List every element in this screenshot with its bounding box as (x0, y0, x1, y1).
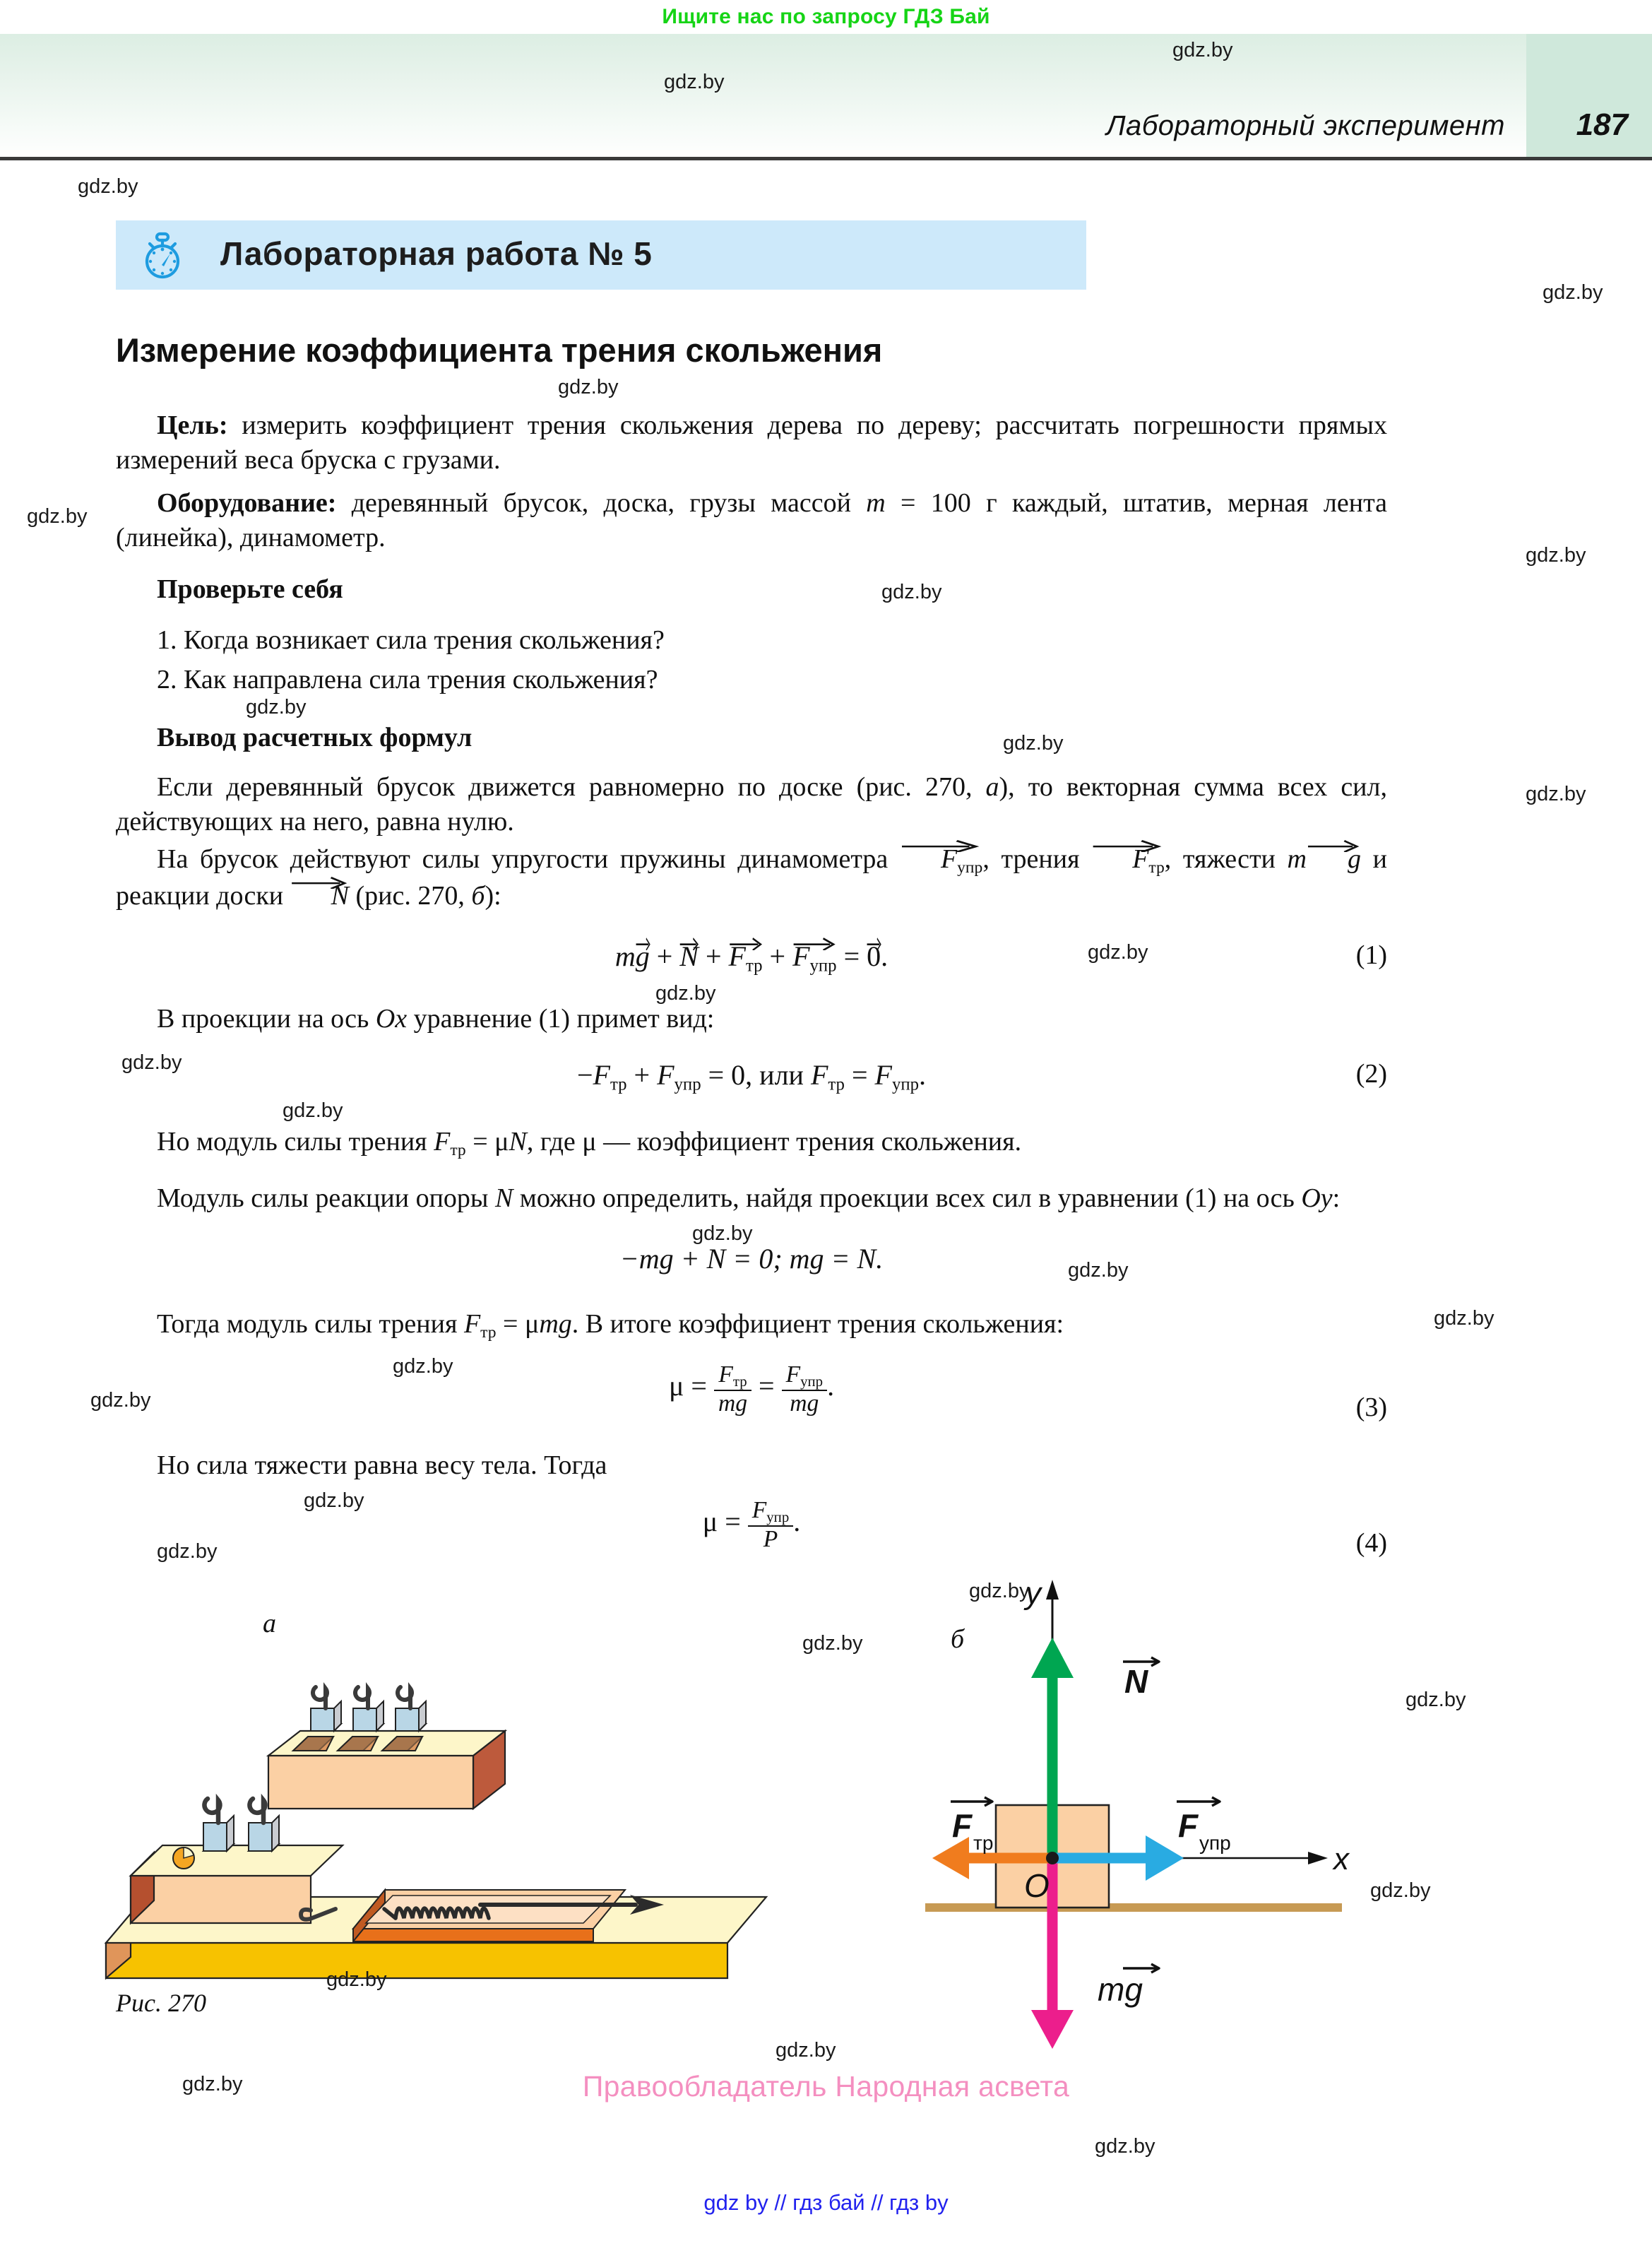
origin-label: O (1024, 1867, 1050, 1904)
equipment-mass-symbol: m (866, 488, 886, 518)
watermark: gdz.by (182, 2073, 243, 2095)
f4-eq1: = (691, 1370, 707, 1402)
y-axis-label: y (1026, 1576, 1041, 1611)
f1-F1-sub: тр (745, 956, 763, 976)
derivation-title: Вывод расчетных формул (157, 723, 473, 752)
f4-dot: . (827, 1370, 835, 1402)
f2-F1: F (593, 1059, 610, 1091)
f1-plus-3: + (769, 940, 786, 972)
f1-F1: F (728, 940, 746, 972)
watermark: gdz.by (1526, 783, 1586, 805)
formula-1 (116, 940, 1387, 976)
check-yourself-label: Проверьте себя (157, 574, 343, 604)
p5-N: N (494, 1183, 513, 1213)
formula-1-body: m g + N + $F_{тр}$ + $F_{упр}$ = 0. (615, 940, 888, 972)
equipment-label: Оборудование: (157, 488, 337, 518)
paragraph-1 (116, 770, 1387, 840)
watermark: gdz.by (664, 71, 725, 93)
watermark: gdz.by (776, 2039, 836, 2062)
p5-axis: Oy (1301, 1183, 1333, 1213)
watermark: gdz.by (1095, 2135, 1155, 2158)
p2-italic: б (471, 880, 485, 911)
p2-f: ): (485, 880, 501, 911)
paragraph-6: Тогда модуль силы трения $F_{тр} = \mu mg$. В итоге коэффициент трения скольжения: (157, 1309, 1064, 1342)
f4-den1: mg (718, 1390, 747, 1417)
figure-caption: Рис. 270 (116, 1989, 206, 2017)
watermark: gdz.by (1543, 281, 1603, 304)
f2-eq0: = 0, или (701, 1059, 811, 1091)
p2-c: , тяжести (1164, 844, 1288, 874)
equipment-eq: = 100 (885, 488, 987, 518)
p4-N: N (509, 1127, 527, 1157)
f4-den2: mg (790, 1390, 819, 1417)
f2-F1-sub: тр (610, 1075, 627, 1094)
goal-text: измерить коэффициент трения скольжения дерева по дереву; рассчитать погрешности прямых измерений веса бруска с грузами. (116, 410, 1387, 475)
f1-equals: = (843, 940, 860, 972)
vector-N: N (290, 879, 349, 913)
page-title: Измерение коэффициента трения скольжения (116, 331, 883, 369)
f2-minus: − (576, 1059, 593, 1091)
running-head (0, 34, 1652, 158)
watermark: gdz.by (304, 1489, 364, 1512)
p2-d: и реакции доски (116, 844, 1387, 911)
paragraph-4: Но модуль силы трения $F_{тр} = \mu N$, где μ — коэффициент трения скольжения. (157, 1127, 1022, 1160)
running-head-title: Лабораторный эксперимент (1106, 110, 1505, 141)
p3-a: В проекции на ось (157, 1004, 376, 1034)
svg-text:N: N (1124, 1663, 1148, 1700)
watermark: gdz.by (692, 1222, 753, 1245)
p4-a: Но модуль силы трения (157, 1127, 434, 1157)
f2-F3-sub: тр (828, 1075, 845, 1094)
watermark: gdz.by (802, 1632, 863, 1655)
watermark: gdz.by (1370, 1879, 1431, 1902)
p2-e: (рис. 270, (348, 880, 472, 911)
f4-fraction-1 (714, 1362, 751, 1416)
p6-c: . В итоге коэффициент трения скольжения: (571, 1309, 1064, 1339)
label-Fupr (1177, 1797, 1231, 1854)
vector-F-upr: $F_{упр}$ (900, 842, 982, 879)
formula-3-body: −mg + N = 0; mg = N. (619, 1243, 884, 1275)
f1-plus-2: + (705, 940, 722, 972)
svg-text:F: F (1178, 1807, 1199, 1844)
equipment-text-2: г каждый, штатив, мерная лента (линейка), динамометр. (116, 488, 1388, 553)
label-N (1123, 1657, 1159, 1700)
paragraph-2: На брусок действуют силы упругости пружины динамометра $F_{упр}$, трения $F_{тр}$, тяжести m g и реакции доски N (рис. 270, б): (116, 842, 1387, 913)
formula-2 (116, 1058, 1387, 1094)
watermark: gdz.by (27, 505, 88, 528)
f5-dot: . (793, 1506, 801, 1538)
watermark: gdz.by (558, 376, 619, 398)
p3-axis: Ox (375, 1004, 408, 1034)
f5-eq: = (725, 1506, 741, 1538)
p5-b: можно определить, найдя проекции всех сил в уравнении (1) на ось (513, 1183, 1302, 1213)
vector-F-tr: $F_{тр}$ (1091, 842, 1165, 879)
watermark: gdz.by (1406, 1689, 1466, 1711)
p1-b: ), то векторная сумма всех сил, действующих на него, равна нулю. (116, 772, 1387, 837)
header-divider (0, 157, 1652, 160)
watermark: gdz.by (1172, 39, 1233, 61)
vector-arrow-icon (1091, 839, 1166, 852)
watermark: gdz.by (90, 1389, 151, 1412)
lab-work-banner (116, 220, 1086, 290)
lab-work-title: Лабораторная работа № 5 (220, 235, 653, 272)
promo-banner: Ищите нас по запросу ГДЗ Бай (662, 5, 990, 28)
f1-plus-1: + (656, 940, 673, 972)
watermark: gdz.by (969, 1580, 1030, 1602)
paragraph-7: Но сила тяжести равна весу тела. Тогда (157, 1450, 607, 1480)
check-yourself-heading (116, 572, 1387, 607)
figure-270-b (918, 1554, 1427, 2077)
formula-2-body (576, 1059, 927, 1094)
paragraph-3 (116, 1002, 1387, 1036)
upper-block-with-weights (268, 1687, 505, 1809)
formula-4 (116, 1361, 1387, 1422)
f4-num2-sub: упр (800, 1373, 824, 1390)
formula-4-number: (3) (1355, 1393, 1387, 1422)
f1-F2: F (792, 940, 810, 972)
formula-5-number: (4) (1355, 1528, 1387, 1558)
p2-b: , трения (982, 844, 1092, 874)
watermark: gdz.by (157, 1540, 218, 1563)
p4-c: , где μ — коэффициент трения скольжения. (526, 1127, 1022, 1157)
watermark: gdz.by (326, 1968, 387, 1991)
f2-F2-sub: упр (674, 1075, 701, 1094)
svg-text:mg: mg (1098, 1971, 1143, 2008)
watermark: gdz.by (1526, 544, 1586, 567)
p2-a: На брусок действуют силы упругости пружины динамометра (157, 844, 900, 874)
question-2: 2. Как направлена сила трения скольжения? (157, 665, 658, 694)
svg-text:тр: тр (973, 1832, 994, 1854)
x-axis-label: x (1333, 1842, 1349, 1876)
watermark: gdz.by (246, 696, 307, 719)
f5-num: F (751, 1497, 767, 1523)
watermark: gdz.by (78, 175, 138, 198)
p3-b: уравнение (1) примет вид: (407, 1004, 715, 1034)
watermark: gdz.by (283, 1099, 343, 1122)
footer-links: gdz by // гдз бай // гдз by (703, 2190, 949, 2215)
watermark: gdz.by (393, 1355, 453, 1378)
svg-text:упр: упр (1199, 1832, 1231, 1854)
f2-dot: . (919, 1059, 927, 1091)
f4-num2: F (785, 1361, 801, 1388)
f2-F2: F (657, 1059, 675, 1091)
equipment-text-1: деревянный брусок, доска, грузы массой (336, 488, 867, 518)
f2-F4: F (874, 1059, 892, 1091)
goal-paragraph (116, 408, 1387, 478)
figure-label-b: б (951, 1624, 965, 1654)
f2-F4-sub: упр (891, 1075, 920, 1094)
watermark: gdz.by (121, 1051, 182, 1074)
p4-b: = μ (465, 1127, 509, 1157)
watermark: gdz.by (1434, 1307, 1494, 1330)
watermark: gdz.by (655, 982, 716, 1005)
goal-label: Цель: (157, 410, 228, 440)
watermark: gdz.by (1003, 732, 1064, 755)
origin-dot (1046, 1852, 1059, 1864)
f5-den: P (763, 1526, 778, 1553)
f4-num1: F (718, 1361, 733, 1388)
formula-3 (116, 1242, 1387, 1275)
page-number: 187 (1576, 107, 1628, 142)
f4-num1-sub: тр (732, 1373, 747, 1390)
f1-dot: . (881, 940, 889, 972)
stopwatch-icon (137, 230, 188, 281)
formula-2-number: (2) (1355, 1059, 1387, 1089)
f1-F2-sub: упр (809, 956, 837, 976)
f5-num-sub: упр (766, 1508, 790, 1526)
f4-eq2: = (759, 1370, 775, 1402)
equipment-paragraph (116, 486, 1387, 556)
f4-fraction-2 (782, 1362, 828, 1416)
formula-4-body (668, 1361, 835, 1417)
derivation-heading (116, 721, 1387, 755)
figure-270-a (99, 1646, 805, 2014)
label-mg (1098, 1964, 1159, 2008)
p5-a: Модуль силы реакции опоры (157, 1183, 495, 1213)
f2-eq: = (844, 1059, 875, 1091)
paragraph-5 (116, 1181, 1387, 1216)
f1-zero: 0 (867, 940, 881, 972)
svg-text:F: F (952, 1807, 973, 1844)
p6-a: Тогда модуль силы трения (157, 1309, 464, 1339)
p5-c: : (1332, 1183, 1341, 1213)
f4-mu: μ (668, 1370, 684, 1402)
p1-italic: а (985, 772, 999, 802)
watermark: gdz.by (1068, 1259, 1129, 1282)
f1-N: N (679, 940, 699, 972)
question-1: 1. Когда возникает сила трения скольжения? (157, 625, 665, 655)
p6-b: = μ (496, 1309, 540, 1339)
f2-F3: F (810, 1059, 828, 1091)
formula-1-number: (1) (1355, 940, 1387, 970)
figure-label-a: а (263, 1609, 276, 1638)
watermark: gdz.by (881, 581, 942, 603)
board-and-apparatus (106, 1799, 766, 1978)
copyright-notice: Правообладатель Народная асвета (582, 2070, 1070, 2103)
f5-mu: μ (702, 1506, 718, 1538)
p1-a: Если деревянный брусок движется равномерно по доске (рис. 270, (157, 772, 986, 802)
vector-g: g (1307, 842, 1361, 877)
f2-plus: + (634, 1059, 650, 1091)
p6-mg: mg (539, 1309, 572, 1339)
f5-fraction (748, 1498, 794, 1551)
watermark: gdz.by (1088, 941, 1148, 964)
formula-5-body (702, 1497, 801, 1553)
